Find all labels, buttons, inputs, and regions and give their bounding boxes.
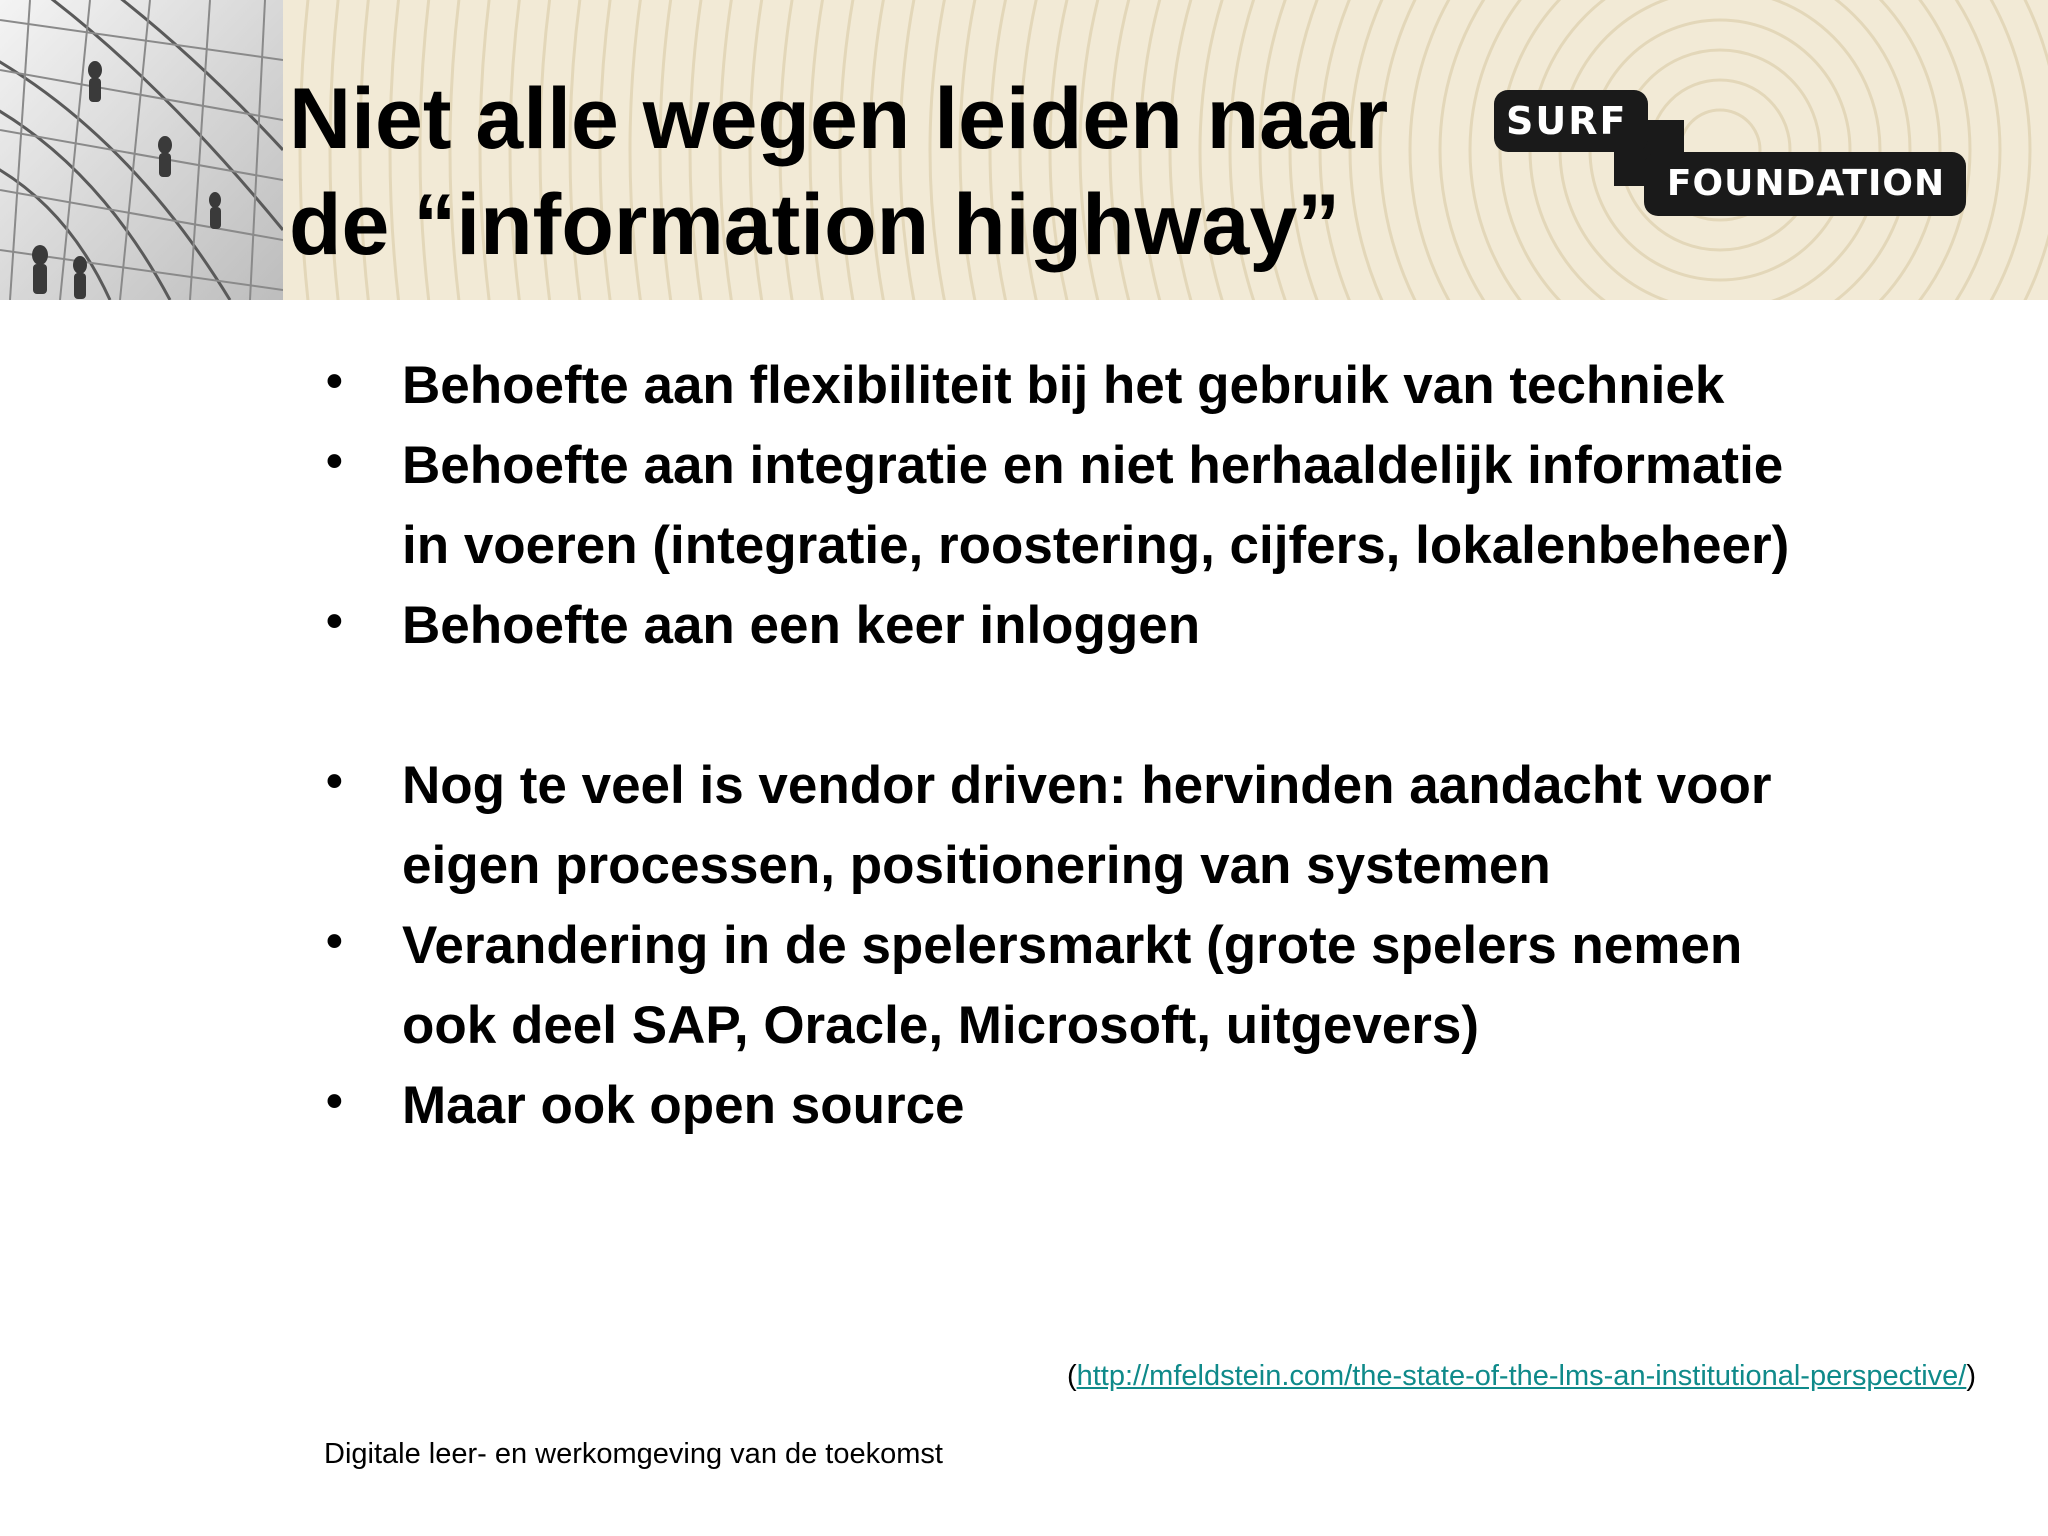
bullet-text: Verandering in de spelersmarkt (grote spelers nemen [402,916,1743,975]
bullet-item [320,426,2020,586]
bullet-item [320,346,2020,426]
bullet-list [320,346,2020,1146]
bullet-spacer [320,666,2020,746]
glass-dome-image [0,0,283,300]
slide-title [289,66,1469,278]
bullet-dot: • [326,915,343,968]
bullet-item [320,586,2020,666]
source-link[interactable]: http://mfeldstein.com/the-state-of-the-lms-an-institutional-perspective/ [1076,1360,1967,1392]
bullet-item [320,906,2020,1066]
bullet-dot: • [326,355,343,408]
title-line-1: Niet alle wegen leiden naar [289,71,1389,167]
header-photo [0,0,283,300]
bullet-dot: • [326,435,343,488]
bullet-text: Behoefte aan integratie en niet herhaaldelijk informatie [402,436,1784,495]
bullet-text: Maar ook open source [402,1076,965,1135]
bullet-text-continued: in voeren (integratie, roostering, cijfers, lokalenbeheer) [402,516,1790,575]
bullet-text: Nog te veel is vendor driven: hervinden aandacht voor [402,756,1772,815]
bullet-dot: • [326,595,343,648]
source-close-paren: ) [1966,1360,1976,1392]
bullet-text: Behoefte aan een keer inloggen [402,596,1201,655]
bullet-text-continued: ook deel SAP, Oracle, Microsoft, uitgevers) [402,996,1480,1055]
header-band [0,0,2048,300]
logo-text-foundation: FOUNDATION [1666,163,1946,204]
bullet-dot: • [326,755,343,808]
bullet-text-continued: eigen processen, positionering van systemen [402,836,1551,895]
logo-text-surf: SURF [1506,99,1628,143]
source-open-paren: ( [1066,1360,1077,1392]
footer-text: Digitale leer- en werkomgeving van de toekomst [324,1438,943,1470]
surf-foundation-logo [1494,90,1966,216]
title-line-2: de “information highway” [289,177,1341,273]
bullet-item [320,1066,2020,1146]
bullet-item [320,746,2020,906]
bullet-text: Behoefte aan flexibiliteit bij het gebruik van techniek [402,356,1725,415]
bullet-dot: • [326,1075,343,1128]
source-citation [1067,1358,1976,1394]
